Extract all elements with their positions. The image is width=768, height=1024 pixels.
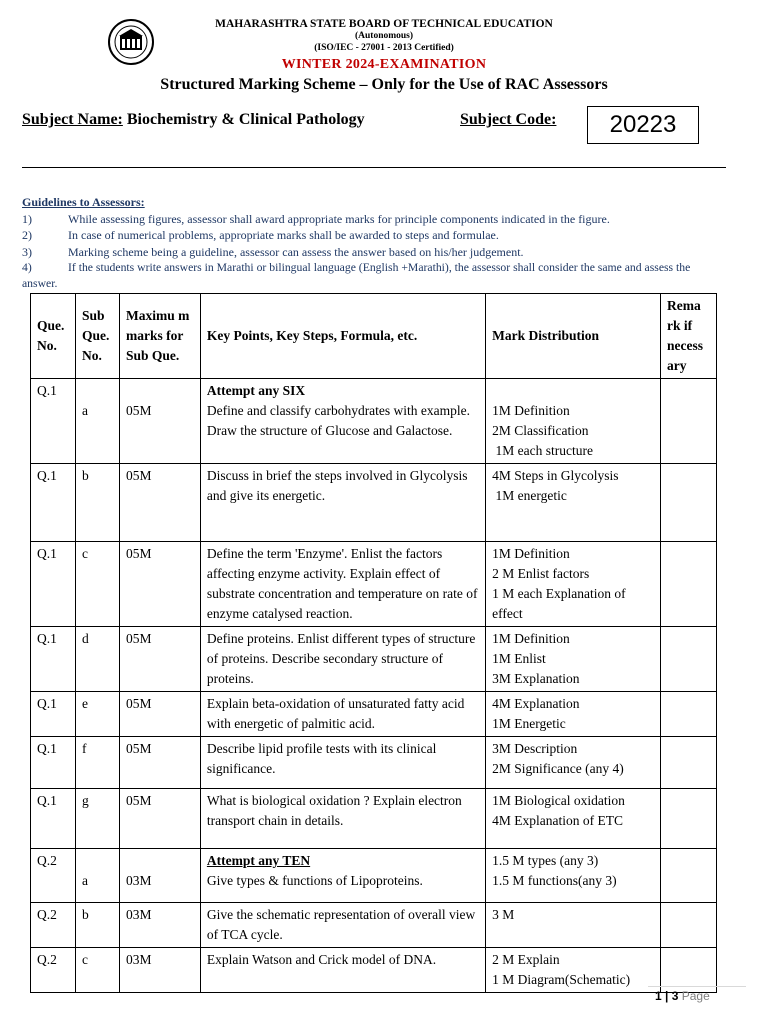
que-no: Q.1 — [31, 737, 76, 789]
remark-cell — [660, 789, 716, 849]
page-sep: | — [661, 989, 672, 1003]
que-no: Q.2 — [31, 948, 76, 993]
table-row — [31, 948, 717, 993]
que-no: Q.1 — [31, 789, 76, 849]
guideline-item — [22, 244, 714, 260]
mark-distribution: 1M Definition 1M Enlist 3M Explanation — [486, 627, 661, 692]
guideline-item — [22, 211, 714, 227]
que-no: Q.1 — [31, 542, 76, 627]
key-points: Discuss in brief the steps involved in Glycolysis and give its energetic. — [200, 464, 485, 542]
remark-cell — [660, 627, 716, 692]
max-marks: 03M — [119, 948, 200, 993]
iso-label: (ISO/IEC - 27001 - 2013 Certified) — [314, 43, 454, 53]
que-no: Q.1 — [31, 627, 76, 692]
sub-que-no: a — [75, 379, 119, 464]
header-remark: Rema rk if necess ary — [660, 294, 716, 379]
guidelines-title: Guidelines to Assessors: — [22, 195, 145, 209]
header-max: Maximu m marks for Sub Que. — [119, 294, 200, 379]
header-sub: Sub Que. No. — [75, 294, 119, 379]
mark-distribution: 1M Definition 2M Classification 1M each structure — [486, 379, 661, 464]
max-marks: 05M — [119, 627, 200, 692]
header-dist: Mark Distribution — [486, 294, 661, 379]
autonomous-label: (Autonomous) — [354, 31, 414, 41]
exam-title: WINTER 2024-EXAMINATION — [281, 57, 487, 72]
max-marks: 03M — [119, 903, 200, 948]
mark-distribution: 4M Steps in Glycolysis 1M energetic — [486, 464, 661, 542]
max-marks: 05M — [119, 789, 200, 849]
section-heading: Attempt any SIX — [206, 383, 306, 398]
divider — [22, 167, 726, 168]
table-row — [31, 903, 717, 948]
table-header-row — [31, 294, 717, 379]
table-row — [31, 627, 717, 692]
max-marks: 05M — [119, 692, 200, 737]
mark-distribution: 1.5 M types (any 3) 1.5 M functions(any 3) — [486, 849, 661, 903]
remark-cell — [660, 903, 716, 948]
que-no: Q.1 — [31, 379, 76, 464]
que-no: Q.1 — [31, 464, 76, 542]
guideline-item — [22, 260, 714, 292]
page-footer — [655, 989, 710, 1003]
sub-que-no: d — [75, 627, 119, 692]
question-text: Give types & functions of Lipoproteins. — [206, 873, 423, 888]
table-row — [31, 542, 717, 627]
mark-distribution: 3M Description 2M Significance (any 4) — [486, 737, 661, 789]
table-row — [31, 737, 717, 789]
sub-que-no: b — [75, 903, 119, 948]
table-row — [31, 692, 717, 737]
que-no: Q.2 — [31, 849, 76, 903]
guideline-num: 4) — [22, 261, 32, 274]
table-row — [31, 789, 717, 849]
remark-cell — [660, 464, 716, 542]
key-points — [200, 379, 485, 464]
sub-que-no: a — [75, 849, 119, 903]
guideline-text: Marking scheme being a guideline, assessor can assess the answer based on his/her judgement. — [68, 245, 524, 259]
remark-cell — [660, 737, 716, 789]
mark-distribution: 2 M Explain 1 M Diagram(Schematic) — [486, 948, 661, 993]
header-key: Key Points, Key Steps, Formula, etc. — [200, 294, 485, 379]
question-text: Define and classify carbohydrates with example. Draw the structure of Glucose and Galactose. — [206, 403, 471, 438]
key-points: Give the schematic representation of overall view of TCA cycle. — [200, 903, 485, 948]
que-no: Q.2 — [31, 903, 76, 948]
section-heading: Attempt any TEN — [206, 853, 311, 868]
subject-name — [22, 111, 365, 129]
subject-name-label: Subject Name: — [22, 111, 123, 128]
max-marks: 05M — [119, 379, 200, 464]
header-que: Que. No. — [31, 294, 76, 379]
page-label: Page — [678, 989, 710, 1003]
remark-cell — [660, 379, 716, 464]
mark-distribution: 3 M — [486, 903, 661, 948]
sub-que-no: b — [75, 464, 119, 542]
guideline-num: 3) — [22, 245, 32, 259]
key-points: What is biological oxidation ? Explain electron transport chain in details. — [200, 789, 485, 849]
que-no: Q.1 — [31, 692, 76, 737]
key-points: Explain beta-oxidation of unsaturated fatty acid with energetic of palmitic acid. — [200, 692, 485, 737]
remark-cell — [660, 692, 716, 737]
sub-que-no: c — [75, 948, 119, 993]
guideline-text: If the students write answers in Marathi or bilingual language (English +Marathi), the assessor shall consider the same and assess the answer. — [22, 261, 691, 290]
footer-rule — [648, 986, 746, 987]
max-marks: 05M — [119, 737, 200, 789]
guideline-text: While assessing figures, assessor shall award appropriate marks for principle components indicated in the figure. — [68, 212, 610, 226]
key-points: Explain Watson and Crick model of DNA. — [200, 948, 485, 993]
page-number: 1 — [655, 989, 662, 1003]
table-row — [31, 849, 717, 903]
scheme-title: Structured Marking Scheme – Only for the Use of RAC Assessors — [160, 76, 608, 93]
subject-code-label: Subject Code: — [460, 111, 557, 128]
table-row — [31, 464, 717, 542]
mark-distribution: 1M Definition 2 M Enlist factors 1 M each Explanation of effect — [486, 542, 661, 627]
guideline-text: In case of numerical problems, appropriate marks shall be awarded to steps and formulae. — [68, 228, 499, 242]
guideline-num: 2) — [22, 228, 32, 242]
remark-cell — [660, 849, 716, 903]
key-points: Define the term 'Enzyme'. Enlist the factors affecting enzyme activity. Explain effect of substrate concentration and temperature on rate of enzyme catalysed reaction. — [200, 542, 485, 627]
key-points — [200, 849, 485, 903]
marking-table — [30, 293, 717, 993]
board-name: MAHARASHTRA STATE BOARD OF TECHNICAL EDUCATION — [215, 18, 553, 30]
sub-que-no: e — [75, 692, 119, 737]
sub-que-no: g — [75, 789, 119, 849]
remark-cell — [660, 542, 716, 627]
max-marks: 05M — [119, 542, 200, 627]
guideline-num: 1) — [22, 212, 32, 226]
sub-que-no: c — [75, 542, 119, 627]
key-points: Define proteins. Enlist different types of structure of proteins. Describe secondary structure of proteins. — [200, 627, 485, 692]
mark-distribution: 4M Explanation 1M Energetic — [486, 692, 661, 737]
subject-name-value: Biochemistry & Clinical Pathology — [126, 111, 365, 128]
mark-distribution: 1M Biological oxidation 4M Explanation of ETC — [486, 789, 661, 849]
subject-code-box: 20223 — [587, 106, 699, 144]
sub-que-no: f — [75, 737, 119, 789]
page-total: 3 — [671, 989, 679, 1003]
key-points: Describe lipid profile tests with its clinical significance. — [200, 737, 485, 789]
max-marks: 03M — [119, 849, 200, 903]
table-row — [31, 379, 717, 464]
guideline-item — [22, 227, 714, 243]
max-marks: 05M — [119, 464, 200, 542]
